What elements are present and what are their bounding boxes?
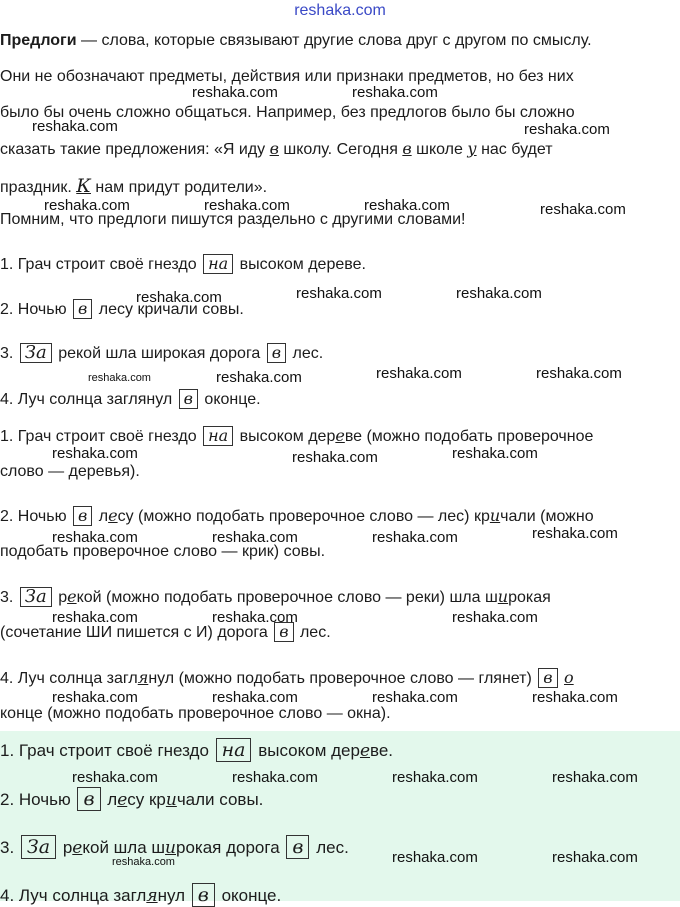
prep-example-k: К xyxy=(76,175,91,197)
answer-box: в xyxy=(77,787,100,811)
vowel-mark: е xyxy=(117,790,128,810)
list2-sentence-4-cont: конце (можно подобать проверочное слово — окна). xyxy=(0,705,391,722)
watermark: reshaka.com xyxy=(552,849,638,866)
list1-sentence-2: 2. Ночью в лесу кричали совы. xyxy=(0,299,244,318)
vowel-mark: е xyxy=(335,426,345,445)
answer-box: в xyxy=(179,389,198,409)
prep-example-v-2: в xyxy=(402,139,412,158)
list2-sentence-1: 1. Грач строит своё гнездо на высоком дереве (можно подобать проверочное xyxy=(0,426,594,445)
watermark: reshaka.com xyxy=(72,769,158,786)
list2-sentence-2: 2. Ночью в лесу (можно подобать проверочное слово — лес) кричали (можно xyxy=(0,506,594,525)
watermark: reshaka.com xyxy=(536,365,622,382)
answer-box: на xyxy=(203,426,233,446)
vowel-mark: е xyxy=(108,506,118,525)
watermark: reshaka.com xyxy=(232,769,318,786)
watermark: reshaka.com xyxy=(204,197,290,214)
vowel-mark: я xyxy=(146,886,158,906)
answer-box: в xyxy=(538,668,557,688)
watermark: reshaka.com xyxy=(456,285,542,302)
vowel-mark: и xyxy=(489,506,501,525)
prep-example-v: в xyxy=(269,139,279,158)
list3-sentence-3: 3. За рекой шла широкая дорога в лес. xyxy=(0,836,349,858)
answer-box: в xyxy=(274,622,293,642)
vowel-mark: и xyxy=(165,790,177,810)
watermark: reshaka.com xyxy=(364,197,450,214)
vowel-mark: и xyxy=(497,587,509,606)
watermark: reshaka.com xyxy=(52,529,138,546)
watermark: reshaka.com xyxy=(212,529,298,546)
watermark: reshaka.com xyxy=(52,609,138,626)
watermark: reshaka.com xyxy=(192,84,278,101)
watermark: reshaka.com xyxy=(44,197,130,214)
list2-sentence-4: 4. Луч солнца заглянул (можно подобать проверочное слово — глянет) в о xyxy=(0,668,574,687)
answer-box: в xyxy=(286,835,309,859)
list1-sentence-4: 4. Луч солнца заглянул в оконце. xyxy=(0,389,261,408)
watermark: reshaka.com xyxy=(88,372,151,384)
watermark: reshaka.com xyxy=(52,689,138,706)
vowel-mark: е xyxy=(67,587,77,606)
watermark: reshaka.com xyxy=(352,84,438,101)
watermark: reshaka.com xyxy=(376,365,462,382)
answer-box: За xyxy=(21,835,56,859)
watermark: reshaka.com xyxy=(552,769,638,786)
watermark: reshaka.com xyxy=(216,369,302,386)
watermark: reshaka.com xyxy=(136,289,222,306)
watermark: reshaka.com xyxy=(532,525,618,542)
answer-box: на xyxy=(203,254,233,274)
letter-mark: о xyxy=(564,668,574,687)
answer-box: в xyxy=(73,299,92,319)
watermark: reshaka.com xyxy=(452,609,538,626)
intro-line-4: сказать такие предложения: «Я иду в школу. Сегодня в школе у нас будет xyxy=(0,139,553,158)
watermark: reshaka.com xyxy=(452,445,538,462)
answer-box: на xyxy=(216,738,252,762)
vowel-mark: е xyxy=(359,741,370,761)
answer-box: За xyxy=(20,587,52,607)
watermark: reshaka.com xyxy=(112,856,175,868)
vowel-mark: и xyxy=(165,838,176,858)
answer-box: в xyxy=(73,506,92,526)
intro-definition xyxy=(0,30,592,52)
definition-text: — слова, которые связывают другие слова друг с другом по смыслу. xyxy=(76,32,592,49)
vowel-mark: я xyxy=(137,668,149,687)
watermark: reshaka.com xyxy=(372,689,458,706)
watermark: reshaka.com xyxy=(296,285,382,302)
term-prepositions: Предлоги xyxy=(0,32,77,49)
intro-line-3: было бы очень сложно общаться. Например, без предлогов было бы сложно xyxy=(0,104,575,121)
list3-sentence-1: 1. Грач строит своё гнездо на высоком дереве. xyxy=(0,739,394,761)
list1-sentence-1: 1. Грач строит своё гнездо на высоком дереве. xyxy=(0,254,366,273)
watermark: reshaka.com xyxy=(212,609,298,626)
watermark: reshaka.com xyxy=(32,118,118,135)
watermark: reshaka.com xyxy=(392,849,478,866)
answer-box: в xyxy=(267,343,286,363)
list2-sentence-3-cont: (сочетание ШИ пишется с И) дорога в лес. xyxy=(0,622,331,641)
list2-sentence-2-cont: подобать проверочное слово — крик) совы. xyxy=(0,543,326,560)
prep-example-u: у xyxy=(467,139,477,158)
watermark: reshaka.com xyxy=(372,529,458,546)
list2-sentence-3: 3. За рекой (можно подобать проверочное слово — реки) шла широкая xyxy=(0,586,551,607)
list2-sentence-1-cont: слово — деревья). xyxy=(0,463,140,480)
answer-box: За xyxy=(20,343,52,363)
watermark: reshaka.com xyxy=(212,689,298,706)
watermark: reshaka.com xyxy=(52,445,138,462)
vowel-mark: е xyxy=(72,838,83,858)
watermark: reshaka.com xyxy=(392,769,478,786)
watermark: reshaka.com xyxy=(540,201,626,218)
list3-sentence-4: 4. Луч солнца заглянул в оконце. xyxy=(0,884,282,906)
site-header-link[interactable]: reshaka.com xyxy=(294,2,386,19)
answer-box: в xyxy=(192,883,215,907)
intro-line-6: Помним, что предлоги пишутся раздельно с другими словами! xyxy=(0,211,466,228)
intro-line-2: Они не обозначают предметы, действия или признаки предметов, но без них xyxy=(0,68,574,85)
intro-line-5: праздник. К нам придут родители». xyxy=(0,175,268,197)
watermark: reshaka.com xyxy=(532,689,618,706)
list3-sentence-2: 2. Ночью в лесу кричали совы. xyxy=(0,788,264,810)
list1-sentence-3: 3. За рекой шла широкая дорога в лес. xyxy=(0,342,324,363)
watermark: reshaka.com xyxy=(292,449,378,466)
watermark: reshaka.com xyxy=(524,121,610,138)
